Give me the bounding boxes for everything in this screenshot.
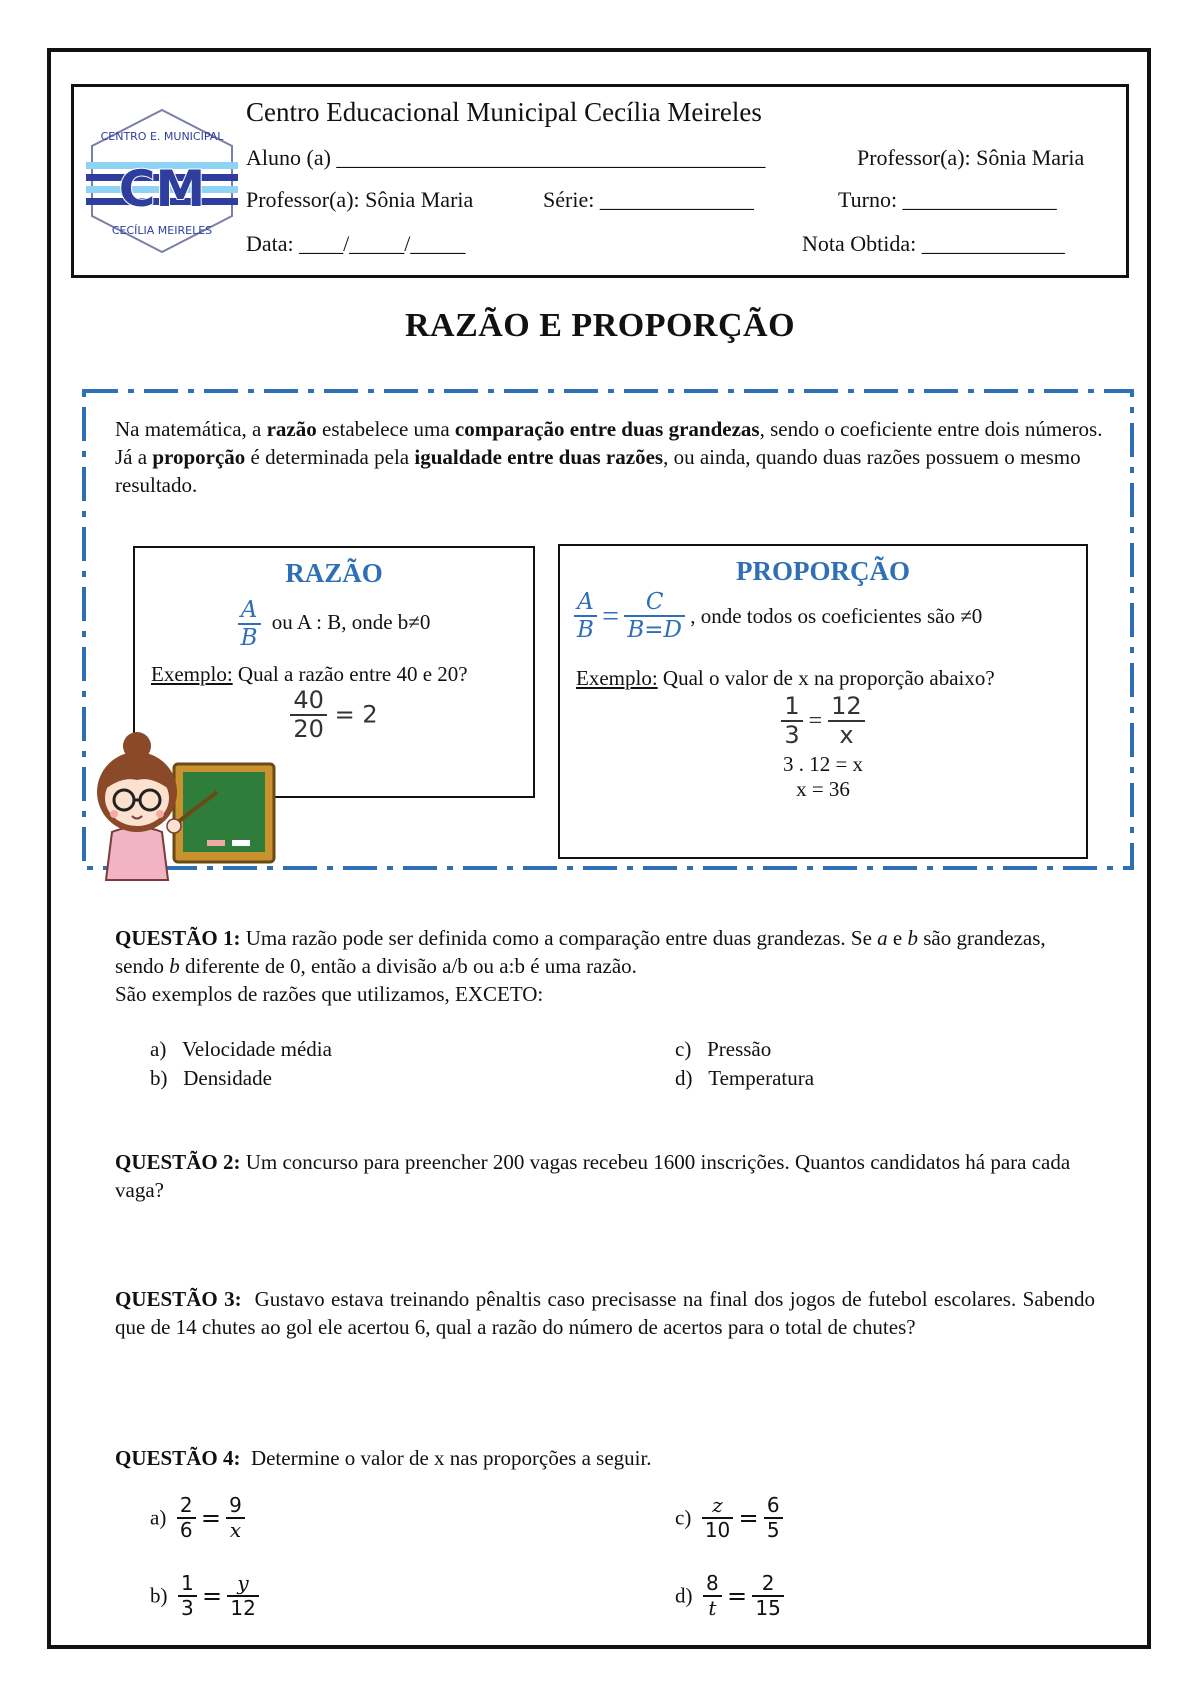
- question-4-label: QUESTÃO 4:: [115, 1446, 241, 1470]
- teacher-right: Professor(a): Sônia Maria: [857, 145, 1085, 170]
- question-1-label: QUESTÃO 1:: [115, 926, 241, 950]
- school-name: Centro Educacional Municipal Cecília Meireles: [246, 97, 762, 127]
- q1-option-c[interactable]: c) Pressão: [675, 1037, 772, 1061]
- intro-paragraph-1: Na matemática, a razão estabelece uma comparação entre duas grandezas, sendo o coeficiente entre dois números.: [115, 417, 1103, 441]
- question-2-label: QUESTÃO 2:: [115, 1150, 241, 1174]
- intro-text: [115, 415, 1105, 499]
- date-field[interactable]: Data: ____/_____/_____: [246, 231, 466, 256]
- student-field[interactable]: Aluno (a) _______________________________________: [246, 145, 766, 170]
- q4-item-a: a) $\frac{2}{6}$ = $\frac{9}{x}$: [150, 1494, 245, 1542]
- proporcao-example-eq: $\frac{1}{3}$ = $\frac{12}{x}$: [560, 693, 1086, 750]
- question-1-instruction: São exemplos de razões que utilizamos, EXCETO:: [115, 982, 544, 1006]
- shift-field[interactable]: Turno: ______________: [838, 187, 1057, 212]
- question-4: QUESTÃO 4: Determine o valor de x nas proporções a seguir.: [115, 1446, 652, 1470]
- question-3: QUESTÃO 3: Gustavo estava treinando pênaltis caso precisasse na final dos jogos de futebol escolares. Sabendo que de 14 chutes ao gol ele acertou 6, qual a razão do número de acertos para o total de chutes?: [115, 1287, 1101, 1339]
- logo-top-text: CENTRO E. MUNICIPAL: [100, 130, 224, 143]
- school-logo: [82, 106, 242, 256]
- razao-example: Exemplo: Qual a razão entre 40 e 20?: [151, 661, 468, 686]
- q1-option-d[interactable]: d) Temperatura: [675, 1066, 815, 1090]
- proporcao-step-1: 3 . 12 = x: [782, 752, 864, 777]
- q4-item-c: c) $\frac{z}{10}$ = $\frac{6}{5}$: [675, 1494, 783, 1542]
- question-3-label: QUESTÃO 3:: [115, 1287, 242, 1311]
- proporcao-example: Exemplo: Qual o valor de x na proporção abaixo?: [576, 665, 995, 690]
- teacher-illustration: [82, 722, 282, 882]
- proporcao-definition: $\frac{A}{B}$ = $\frac{C}{B=D}$ , onde todos os coeficientes são ≠0: [560, 589, 1086, 644]
- question-1: QUESTÃO 1: Uma razão pode ser definida como a comparação entre duas grandezas. Se a e b são grandezas, sendo b diferente de 0, então a divisão a/b ou a:b é uma razão. São exemplos de razões que utilizamos, EXCETO:: [115, 924, 1095, 1008]
- proporcao-box: [558, 544, 1088, 859]
- proporcao-step-2: x = 36: [796, 777, 850, 802]
- question-2: QUESTÃO 2: Um concurso para preencher 200 vagas recebeu 1600 inscrições. Quantos candidatos há para cada vaga?: [115, 1150, 1071, 1202]
- teacher-left: Professor(a): Sônia Maria: [246, 187, 474, 212]
- q1-option-b[interactable]: b) Densidade: [150, 1066, 272, 1090]
- q4-item-d: d) $\frac{8}{t}$ = $\frac{2}{15}$: [675, 1572, 784, 1620]
- razao-fraction: $\frac{A}{B}$: [238, 597, 261, 652]
- q1-option-a[interactable]: a) Velocidade média: [150, 1037, 332, 1061]
- logo-monogram: CM: [118, 160, 206, 218]
- razao-title: RAZÃO: [285, 558, 383, 588]
- logo-bottom-text: CECÍLIA MEIRELES: [111, 224, 213, 237]
- proporcao-title: PROPORÇÃO: [736, 556, 910, 586]
- razao-example-calc: $\frac{40}{20}$ = 2: [135, 687, 533, 744]
- grade-field[interactable]: Nota Obtida: _____________: [802, 231, 1065, 256]
- series-field[interactable]: Série: ______________: [543, 187, 754, 212]
- intro-paragraph-2: Já a proporção é determinada pela igualdade entre duas razões, ou ainda, quando duas razões possuem o mesmo resultado.: [115, 445, 1081, 497]
- razao-definition: $\frac{A}{B}$ ou A : B, onde b≠0: [135, 597, 533, 652]
- page-title: RAZÃO E PROPORÇÃO: [404, 307, 796, 344]
- q4-item-b: b) $\frac{1}{3}$ = $\frac{y}{12}$: [150, 1572, 259, 1620]
